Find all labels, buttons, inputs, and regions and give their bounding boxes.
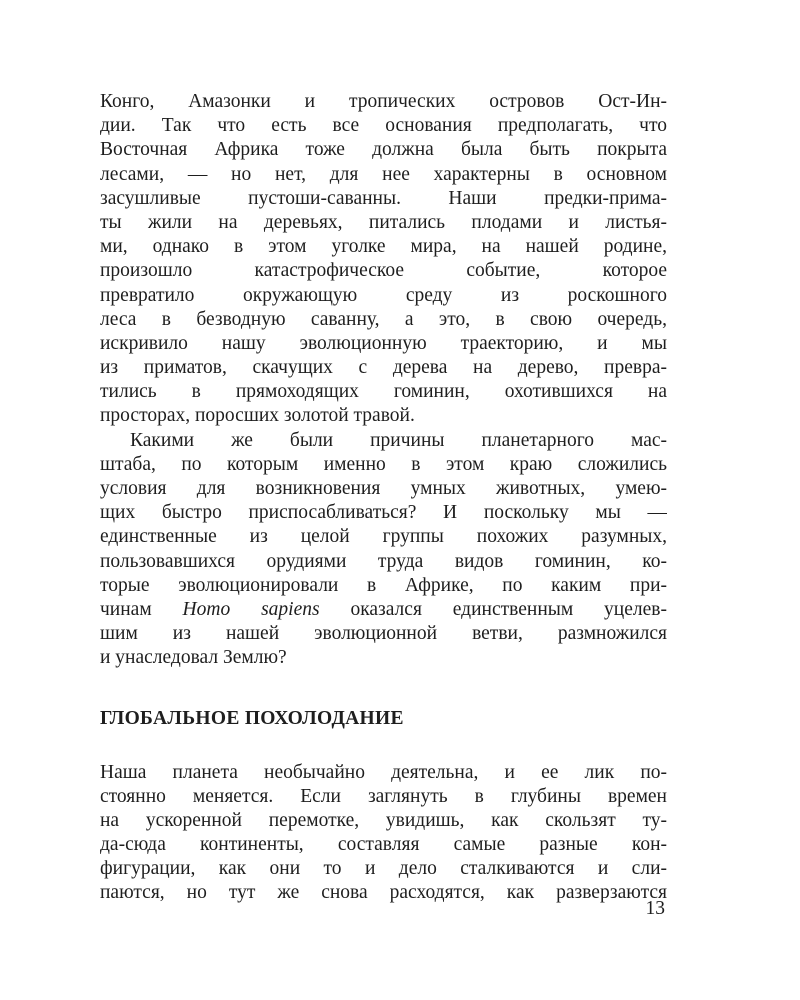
line-suffix: оказался единственным уцелев- (319, 598, 667, 620)
text-line: засушливые пустоши-саванны. Наши предки-прима- (100, 187, 667, 209)
section-heading: ГЛОБАЛЬНОЕ ПОХОЛОДАНИЕ (100, 707, 404, 729)
text-line: условия для возникновения умных животных, умею- (100, 478, 667, 499)
text-line-with-italic (100, 598, 667, 622)
text-line: на ускоренной перемотке, увидишь, как скользят ту- (100, 809, 667, 831)
text-line: тились в прямоходящих гоминин, охотившихся на (100, 381, 667, 403)
text-line: паются, но тут же снова расходятся, как разверзаются (100, 882, 667, 904)
paragraph-1 (100, 90, 667, 429)
text-line: ты жили на деревьях, питались плодами и листья- (100, 211, 667, 233)
text-line: превратило окружающую среду из роскошного (100, 284, 667, 306)
text-line: Конго, Амазонки и тропических островов Ост-Ин- (100, 91, 667, 112)
text-line: искривило нашу эволюционную траекторию, и мы (100, 332, 667, 354)
species-name-italic: Homo sapiens (182, 598, 320, 620)
text-line: Наша планета необычайно деятельна, и ее лик по- (100, 761, 667, 783)
text-line: штаба, по которым именно в этом краю сложились (100, 453, 667, 475)
text-line: Какими же были причины планетарного мас- (130, 429, 667, 451)
text-line: пользовавшихся орудиями труда видов гоминин, ко- (100, 550, 667, 572)
text-line: произошло катастрофическое событие, которое (100, 260, 667, 282)
page-body (100, 90, 667, 930)
text-line: стоянно меняется. Если заглянуть в глубины времен (100, 785, 667, 807)
text-line: щих быстро приспосабливаться? И поскольку мы — (100, 502, 667, 524)
text-line: Восточная Африка тоже должна была быть покрыта (100, 139, 667, 161)
text-line: дии. Так что есть все основания предполагать, что (100, 115, 667, 137)
text-line: фигурации, как они то и дело сталкиваются и сли- (100, 858, 667, 880)
text-line: и унаследовал Землю? (100, 647, 287, 669)
text-line: лесами, — но нет, для нее характерны в основном (100, 163, 667, 185)
paragraph-2 (100, 429, 667, 671)
text-line: просторах, поросших золотой травой. (100, 405, 415, 427)
text-line: леса в безводную саванну, а это, в свою очередь, (100, 308, 667, 330)
text-line: шим из нашей эволюционной ветви, размножился (100, 623, 667, 645)
text-line: ми, однако в этом уголке мира, на нашей родине, (100, 236, 667, 258)
text-line: да-сюда континенты, составляя самые разные кон- (100, 834, 667, 856)
line-prefix: чинам (100, 598, 183, 620)
text-line: торые эволюционировали в Африке, по каким при- (100, 574, 667, 596)
page-number: 13 (645, 898, 665, 919)
text-line: единственные из целой группы похожих разумных, (100, 526, 667, 548)
paragraph-3 (100, 761, 667, 906)
text-line: из приматов, скачущих с дерева на дерево, превра- (100, 357, 667, 379)
